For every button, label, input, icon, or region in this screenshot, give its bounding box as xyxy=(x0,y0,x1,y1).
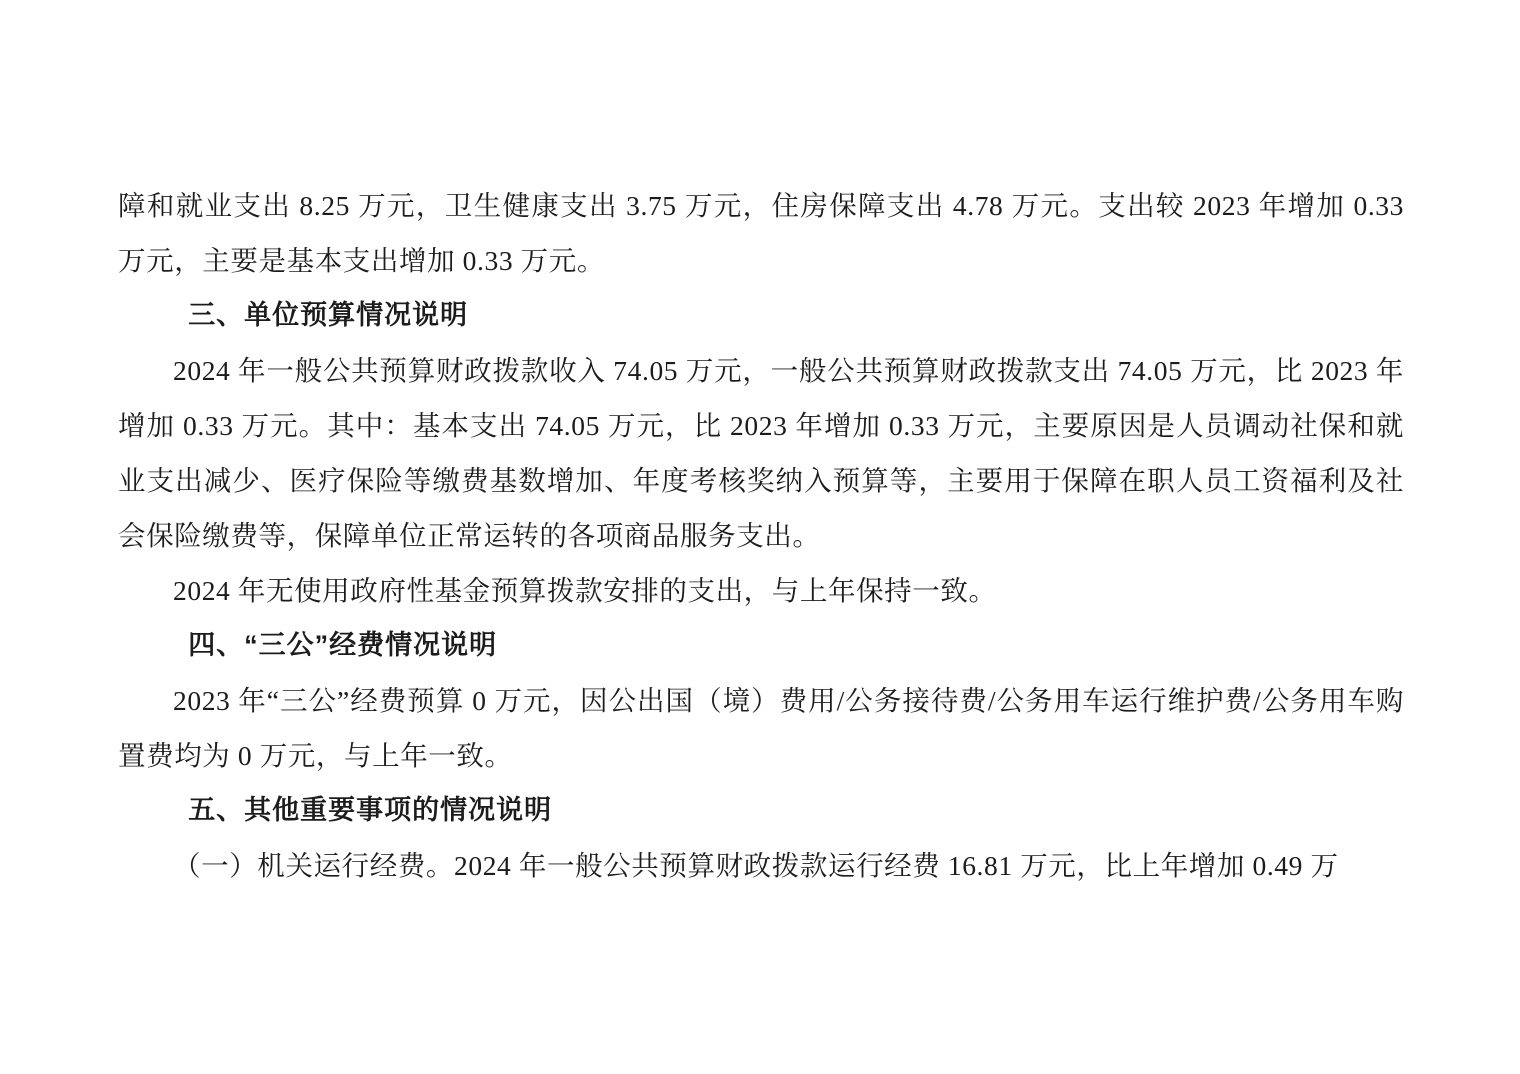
paragraph-three-public-expenses: 2023 年“三公”经费预算 0 万元，因公出国（境）费用/公务接待费/公务用车运行维护费/公务用车购置费均为 0 万元，与上年一致。 xyxy=(118,685,1404,771)
paragraph-unit-budget-detail: 2024 年一般公共预算财政拨款收入 74.05 万元，一般公共预算财政拨款支出 74.05 万元，比 2023 年增加 0.33 万元。其中：基本支出 74.05 万元，比 2023 年增加 0.33 万元，主要原因是人员调动社保和就业支出减少、医疗保险等缴费基数增加、年度考核奖纳入预算等，主要用于保障在职人员工资福利及社会保险缴费等，保障单位正常运转的各项商品服务支出。 xyxy=(118,355,1404,551)
section-heading-four: 四、“三公”经费情况说明 xyxy=(188,630,498,660)
paragraph-operating-expenses: （一）机关运行经费。2024 年一般公共预算财政拨款运行经费 16.81 万元，比上年增加 0.49 万 xyxy=(173,850,1339,881)
document-body xyxy=(118,178,1404,893)
section-heading-five: 五、其他重要事项的情况说明 xyxy=(188,795,553,825)
section-heading-three: 三、单位预算情况说明 xyxy=(188,300,469,330)
paragraph-government-fund: 2024 年无使用政府性基金预算拨款安排的支出，与上年保持一致。 xyxy=(173,575,997,606)
paragraph-continuation: 障和就业支出 8.25 万元，卫生健康支出 3.75 万元，住房保障支出 4.78 万元。支出较 2023 年增加 0.33 万元，主要是基本支出增加 0.33 万元。 xyxy=(118,190,1404,276)
